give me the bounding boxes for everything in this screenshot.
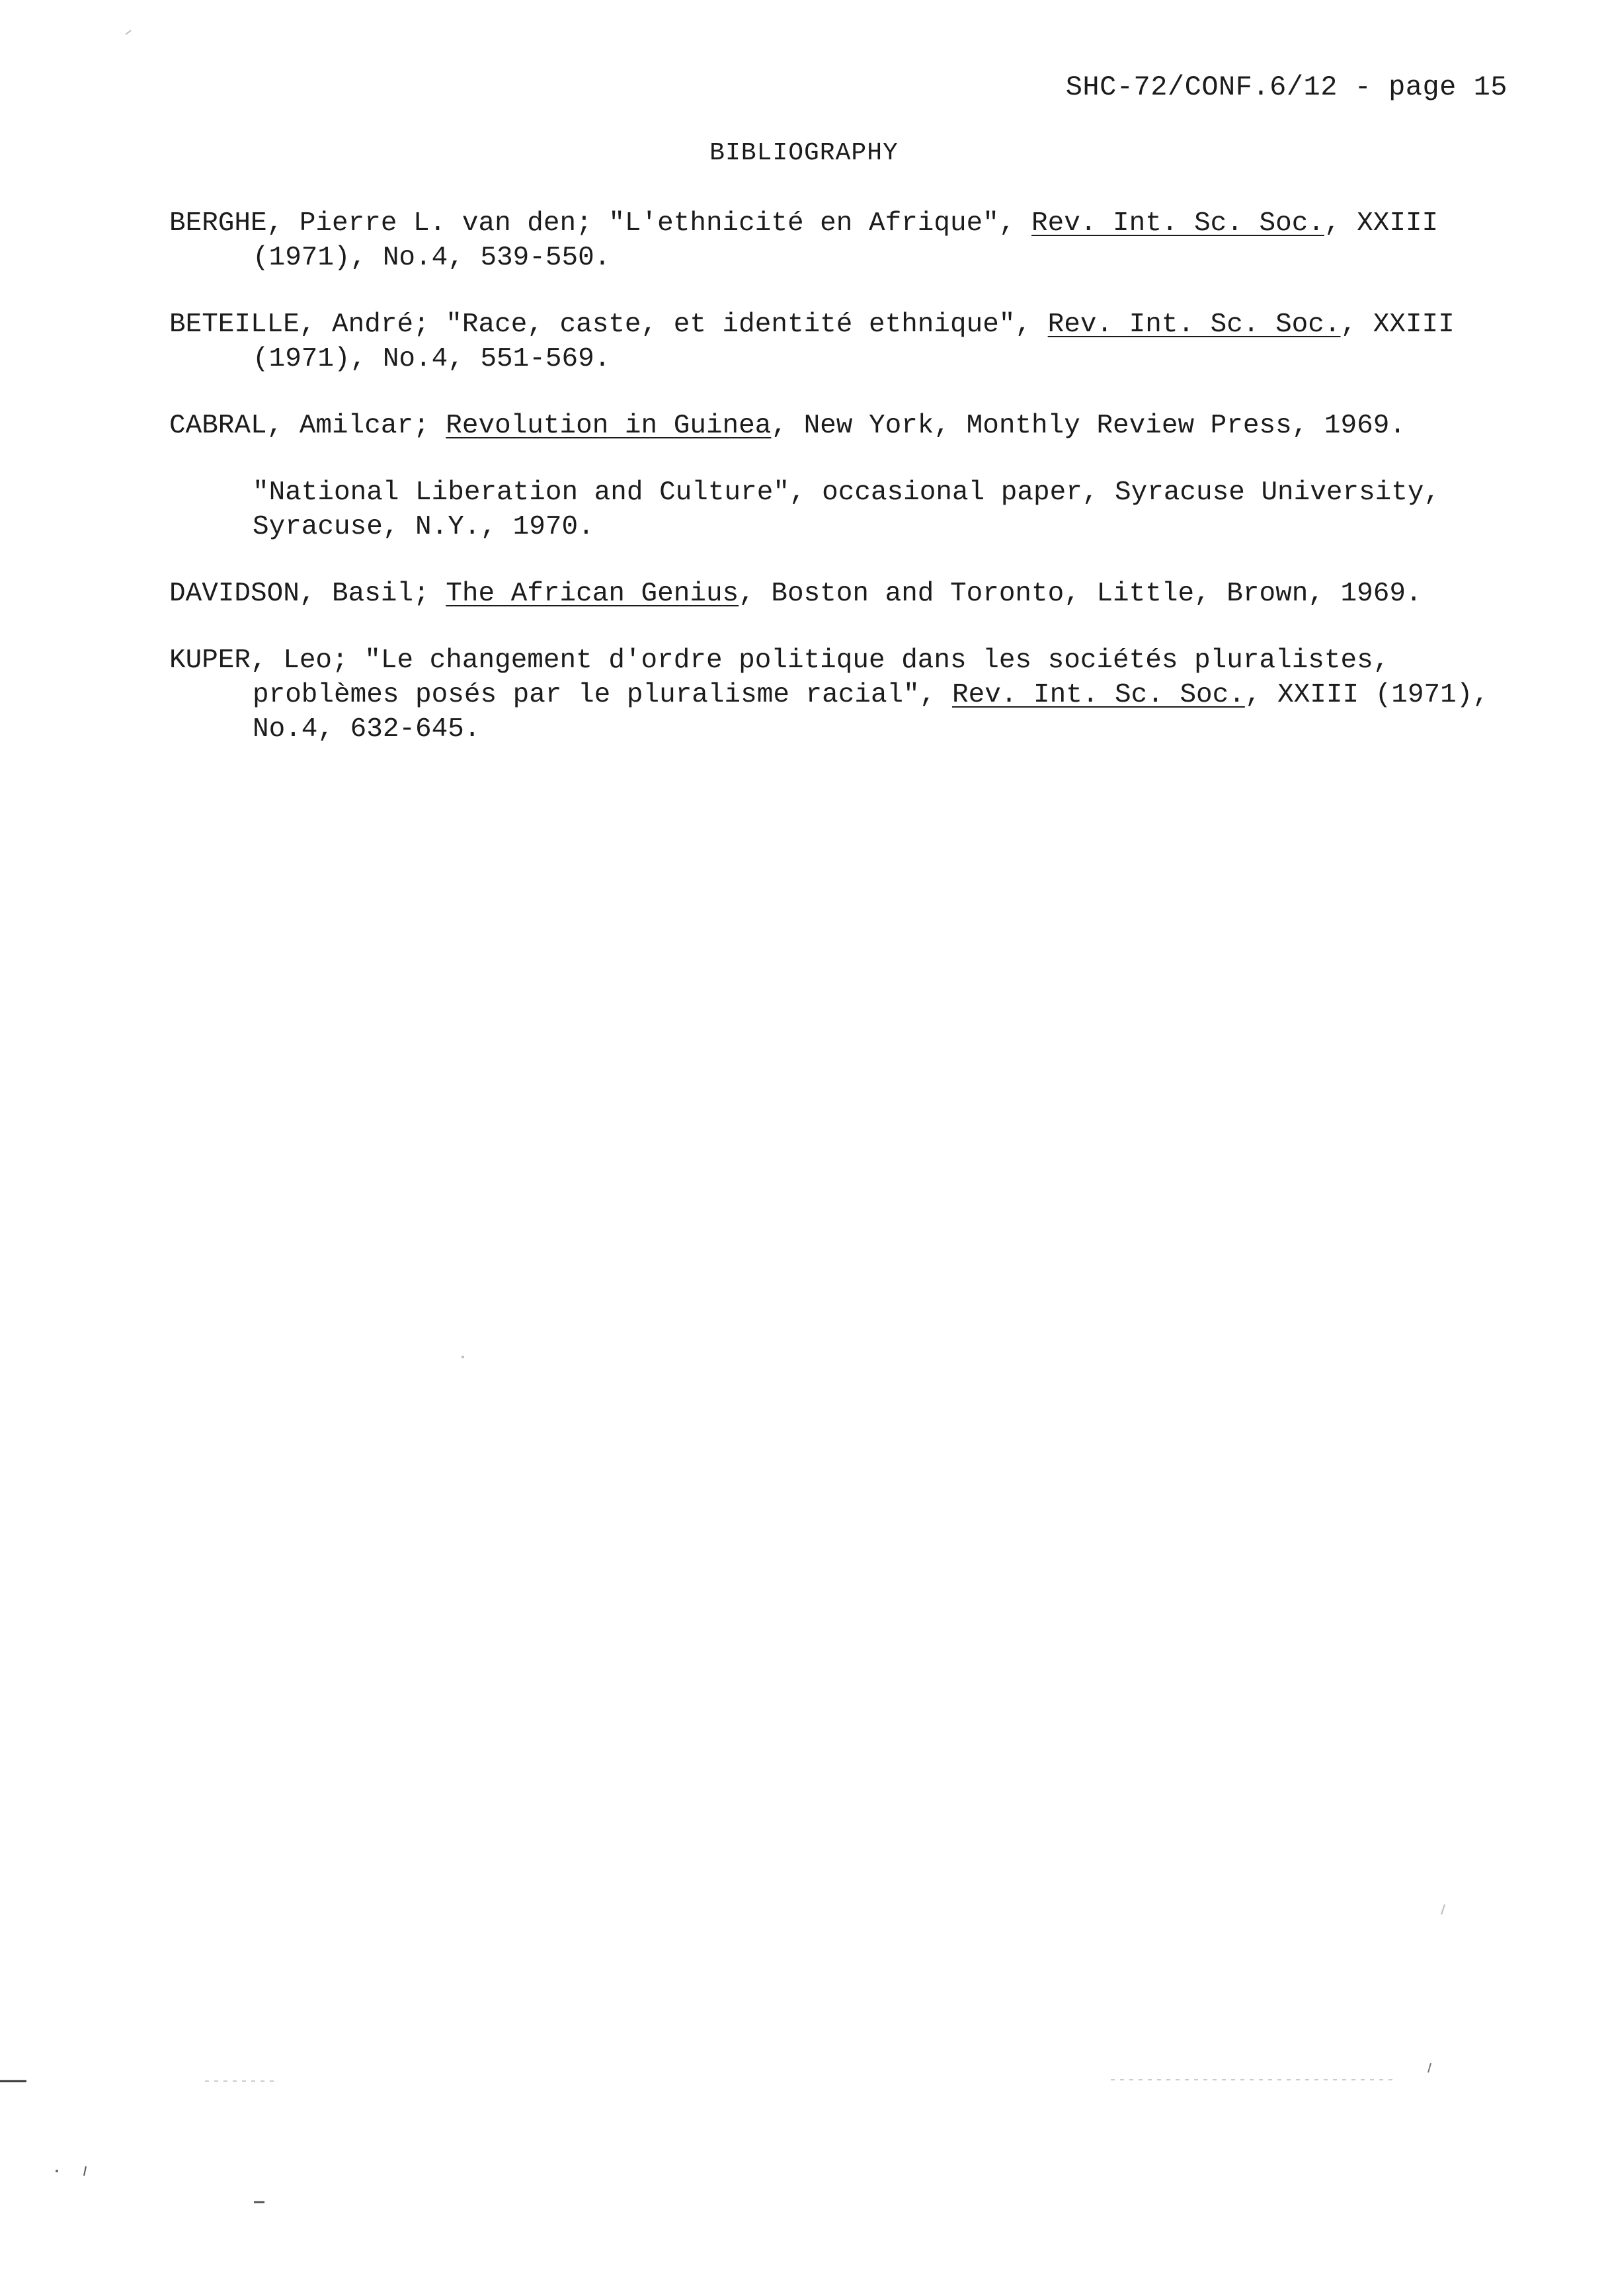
scan-mark bbox=[1428, 2063, 1431, 2072]
document-reference: SHC-72/CONF.6/12 - page 15 bbox=[1065, 71, 1508, 103]
entry-details: , New York, Monthly Review Press, 1969. bbox=[771, 411, 1406, 441]
entry-title: "Le changement d'ordre politique dans les sociétés pluralistes, problèmes posés par le pluralisme racial", bbox=[253, 645, 1390, 710]
scan-mark bbox=[84, 2166, 86, 2176]
entry-author: BERGHE, Pierre L. van den; bbox=[169, 208, 592, 239]
page-title: BIBLIOGRAPHY bbox=[709, 139, 899, 167]
entry-book-title: Revolution in Guinea bbox=[446, 411, 772, 441]
entry-author: CABRAL, Amilcar; bbox=[169, 411, 430, 441]
scan-mark bbox=[126, 30, 131, 34]
entry-title: "L'ethnicité en Afrique", bbox=[592, 208, 1032, 239]
entry-text: "National Liberation and Culture", occasional paper, Syracuse University, Syracuse, N.Y., 1970. bbox=[253, 477, 1441, 542]
entry-author: KUPER, Leo; bbox=[169, 645, 348, 676]
entry-journal: Rev. Int. Sc. Soc. bbox=[1047, 309, 1341, 340]
scan-mark bbox=[56, 2170, 58, 2172]
entry-author: BETEILLE, André; bbox=[169, 309, 430, 340]
scan-mark bbox=[1441, 1905, 1445, 1914]
entry-author: DAVIDSON, Basil; bbox=[169, 579, 430, 609]
entry-details: , Boston and Toronto, Little, Brown, 1969. bbox=[739, 579, 1422, 609]
entry-journal: Rev. Int. Sc. Soc. bbox=[951, 680, 1245, 710]
entry-details: , XXIII (1971), No.4, 632-645. bbox=[253, 680, 1489, 745]
scan-mark bbox=[462, 1356, 464, 1358]
entry-journal: Rev. Int. Sc. Soc. bbox=[1031, 208, 1324, 239]
entry-details: , XXIII (1971), No.4, 539-550. bbox=[253, 208, 1439, 273]
entry-title: "Race, caste, et identité ethnique", bbox=[429, 309, 1048, 340]
entry-details: , XXIII (1971), No.4, 551-569. bbox=[253, 309, 1455, 374]
entry-book-title: The African Genius bbox=[446, 579, 739, 609]
